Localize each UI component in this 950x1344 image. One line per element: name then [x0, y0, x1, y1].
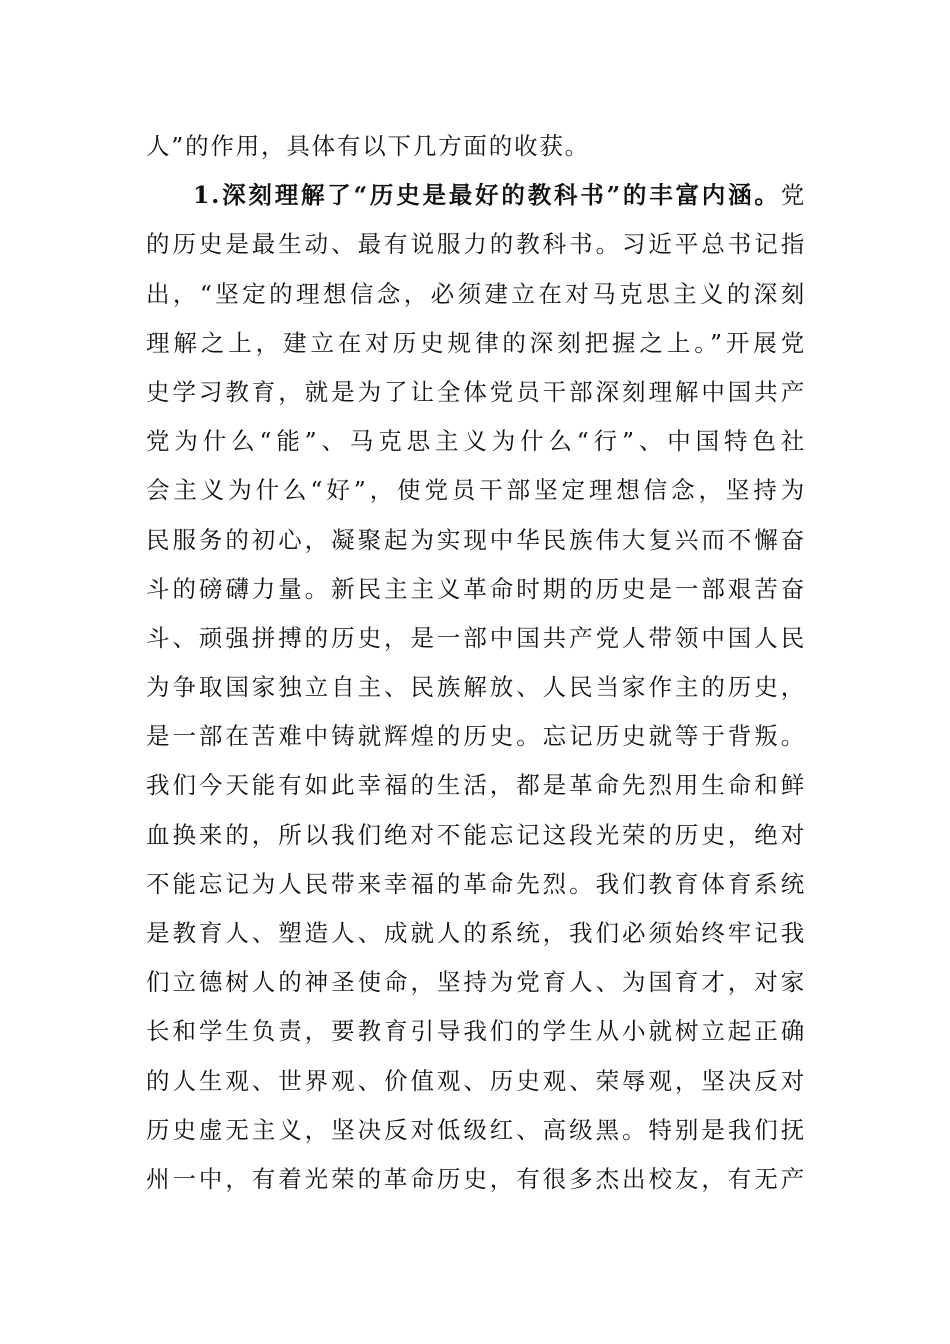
paragraph-line: 党为什么“能”、马克思主义为什么“行”、中国特色社 — [146, 427, 806, 456]
paragraph-line: 民服务的初心，凝聚起为实现中华民族伟大复兴而不懈奋 — [146, 525, 806, 554]
section-heading-tail: 党 — [780, 181, 806, 210]
paragraph-line: 历史虚无主义，坚决反对低级红、高级黑。特别是我们抚 — [146, 1115, 806, 1144]
paragraph-line: 是一部在苦难中铸就辉煌的历史。忘记历史就等于背叛。 — [146, 722, 806, 751]
paragraph-line: 我们今天能有如此幸福的生活，都是革命先烈用生命和鲜 — [146, 771, 806, 800]
paragraph-line: 长和学生负责，要教育引导我们的学生从小就树立起正确 — [146, 1017, 806, 1046]
body-text — [146, 122, 806, 1204]
paragraph-line: 血换来的，所以我们绝对不能忘记这段光荣的历史，绝对 — [146, 820, 806, 849]
paragraph-line: 会主义为什么“好”，使党员干部坚定理想信念，坚持为 — [146, 476, 806, 505]
opening-line: 人”的作用，具体有以下几方面的收获。 — [146, 132, 590, 160]
paragraph-line: 斗的磅礴力量。新民主主义革命时期的历史是一部艰苦奋 — [146, 574, 806, 603]
paragraph-line: 的历史是最生动、最有说服力的教科书。习近平总书记指 — [146, 230, 806, 259]
section-heading: 1.深刻理解了“历史是最好的教科书”的丰富内涵。 — [193, 181, 781, 210]
paragraph-line: 史学习教育，就是为了让全体党员干部深刻理解中国共产 — [146, 377, 806, 406]
paragraph-line: 是教育人、塑造人、成就人的系统，我们必须始终牢记我 — [146, 919, 806, 947]
paragraph-line: 们立德树人的神圣使命，坚持为党育人、为国育才，对家 — [146, 968, 806, 997]
section-heading-line — [146, 171, 806, 220]
paragraph-line: 州一中，有着光荣的革命历史，有很多杰出校友，有无产 — [146, 1164, 806, 1193]
paragraph-line: 出，“坚定的理想信念，必须建立在对马克思主义的深刻 — [146, 279, 806, 308]
paragraph-line: 不能忘记为人民带来幸福的革命先烈。我们教育体育系统 — [146, 869, 806, 898]
paragraph-line: 斗、顽强拼搏的历史，是一部中国共产党人带领中国人民 — [146, 623, 806, 652]
paragraph-line: 的人生观、世界观、价值观、历史观、荣辱观，坚决反对 — [146, 1066, 806, 1095]
paragraph-line: 为争取国家独立自主、民族解放、人民当家作主的历史， — [146, 673, 806, 702]
paragraph-line: 理解之上，建立在对历史规律的深刻把握之上。”开展党 — [146, 328, 806, 357]
